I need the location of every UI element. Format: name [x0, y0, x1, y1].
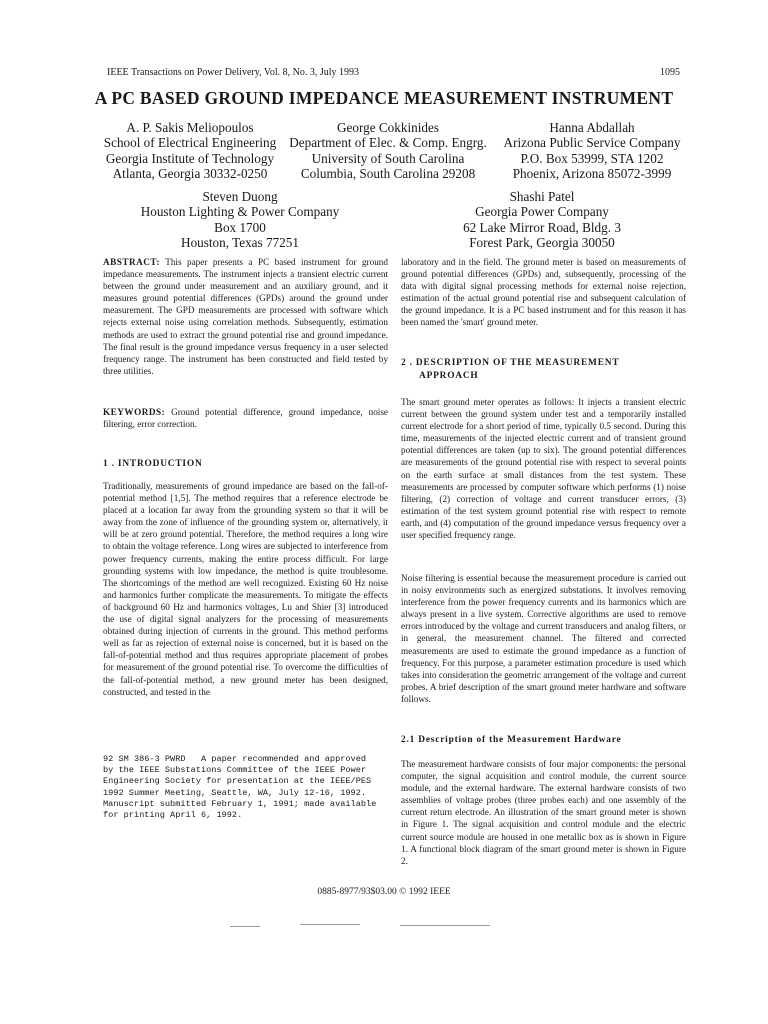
author-block-abdallah: [497, 120, 687, 182]
author-affiliation: Phoenix, Arizona 85072-3999: [512, 166, 672, 182]
section-2-heading: [401, 357, 686, 383]
author-affiliation: Columbia, South Carolina 29208: [300, 166, 476, 182]
author-affiliation: Houston, Texas 77251: [181, 235, 299, 251]
author-affiliation: Forest Park, Georgia 30050: [469, 235, 615, 251]
section-1-paragraph: Traditionally, measurements of ground impedance are based on the fall-of-potential method [1,5]. The method requires that a reference electrode be placed at a location far away from the grounding system so that it will be away from the zone of influence of the grounding system or, alternatively, it will be at zero ground potential. Therefore, the method requires a long wire to obtain the voltage reference. Long wires are subjected to interference from power frequency currents, making the entire process difficult. For large grounding systems with low impedance, the method is quite troublesome. The shortcomings of the method are well recognized. Existing 60 Hz noise and harmonics further complicate the measurements. To mitigate the effects of background 60 Hz and harmonics voltages, Lu and Shier [3] introduced the use of digital signal analyzers for the processing of measurements obtained during injection of currents in the ground. This method performs well as far as rejection of external noise is concerned, but it is based on the fall-of-potential method and thus requires appropriate placement of probes for measurement of the ground potential rise. To overcome the difficulties of the fall-of-potential method, a new ground meter has been designed, constructed, and tested in the: [103, 481, 388, 697]
author-name: George Cokkinides: [337, 120, 439, 135]
right-intro: [401, 256, 686, 329]
abstract-text: This paper presents a PC based instrument for ground impedance measurements. The instrument injects a transient electric current between the ground under measurement and an auxiliary ground, and it measures ground potential differences (GPDs) around the ground under measurement. The GPD measurements are processed with software which rejects external noise using correlation methods. Subsequently, estimation methods are used to extract the ground potential rise and ground impedance. The final result is the ground impedance versus frequency in a user selected frequency range. The instrument has been constructed and field tested by three utilities.: [103, 257, 388, 376]
section-2-1-heading: 2.1 Description of the Measurement Hardware: [401, 735, 622, 745]
author-affiliation: Georgia Power Company: [475, 204, 609, 220]
section-1-heading: 1 . INTRODUCTION: [103, 459, 203, 469]
author-name: Hanna Abdallah: [549, 120, 635, 135]
section-2-1-paragraph: The measurement hardware consists of four major components: the personal computer, the signal acquisition and control module, the current source module, and the external hardware. The external hardware consists of two assemblies of voltage probes (three probes each) and one assembly of the current return electrode. An illustration of the smart ground meter is shown in Figure 1. The signal acquisition and control module and the electric current source module are housed in one metallic box as is shown in Figure 1. A functional block diagram of the smart ground meter is shown in Figure 2.: [401, 759, 686, 866]
section-2-paragraph-2: Noise filtering is essential because the measurement procedure is carried out in noisy environments such as energized substations. It involves removing interference from the power frequency currents and its harmonics which are always present in a live system. Corrective algorithms are used to remove errors introduced by the voltage and current transducers and analog filters, or in general, the measurement channel. The filtered and corrected measurements are used to estimate the ground impedance as a function of frequency. For this purpose, a parameter estimation procedure is used which takes into consideration the geometric arrangement of the voltage and current probes. A brief description of the smart ground meter hardware and software follows.: [401, 573, 686, 704]
author-affiliation: P.O. Box 53999, STA 1202: [520, 150, 664, 166]
section-2-heading-line1: 2 . DESCRIPTION OF THE MEASUREMENT: [401, 358, 620, 368]
author-block-cokkinides: [288, 120, 488, 182]
abstract-label: ABSTRACT:: [103, 257, 160, 267]
author-affiliation: 62 Lake Mirror Road, Bldg. 3: [463, 219, 621, 235]
author-affiliation: Houston Lighting & Power Company: [140, 204, 340, 220]
footnote: 92 SM 386-3 PWRD A paper recommended and approved by the IEEE Substations Committee of the IEEE Power Engineering Society for presentation at the IEEE/PES 1992 Summer Meeting, Seattle, WA, July 12-16, 1992. Manuscript submitted February 1, 1991; made available for printing April 6, 1992.: [103, 754, 377, 821]
author-affiliation: Atlanta, Georgia 30332-0250: [112, 166, 268, 182]
journal-header: IEEE Transactions on Power Delivery, Vol. 8, No. 3, July 1993: [107, 67, 360, 78]
author-block-meliopoulos: [100, 120, 280, 182]
section-1-text: [103, 480, 388, 698]
section-2-paragraph-1: The smart ground meter operates as follows: It injects a transient electric current between the ground system under test and a temporarily installed current electrode for a short period of time, typically 0.5 second. During this time, measurements of the injected electric current and of transient ground potential differences are taken (up to six). The ground potential differences are measurements of the ground potential rise with respect to several points on the earth surface at small distances from the test system. These measurements are processed by computer software which performs (1) noise filtering, (2) correction of voltage and current transducer errors, (3) estimation of the test system ground potential rise with respect to remote earth, and (4) computation of the ground impedance versus frequency over a user specified frequency range.: [401, 397, 686, 541]
keywords: [103, 406, 388, 430]
section-2-para2: [401, 572, 686, 705]
author-affiliation: Arizona Public Service Company: [503, 135, 681, 151]
author-block-duong: [140, 189, 340, 251]
section-2-heading-line2: APPROACH: [419, 371, 479, 381]
section-2-1-text: [401, 758, 686, 867]
keywords-text: Ground potential difference, ground impedance, noise filtering, error correction.: [103, 407, 388, 430]
scan-mark: [400, 925, 490, 926]
author-affiliation: University of South Carolina: [311, 150, 465, 166]
author-block-patel: [452, 189, 632, 251]
abstract: [103, 256, 388, 377]
author-affiliation: Georgia Institute of Technology: [105, 150, 275, 166]
scan-mark: [230, 926, 260, 927]
author-name: Steven Duong: [202, 189, 278, 204]
section-2-para1: [401, 396, 686, 541]
keywords-label: KEYWORDS:: [103, 407, 166, 417]
author-affiliation: School of Electrical Engineering: [103, 135, 277, 151]
copyright-line: 0885-8977/93$03.00 © 1992 IEEE: [317, 887, 451, 897]
page-number: 1095: [660, 67, 680, 78]
right-intro-paragraph: laboratory and in the field. The ground meter is based on measurements of ground potential differences (GPDs) and, subsequently, processing of the data with digital signal processing methods for external noise rejection, estimation of the actual ground potential rise and subsequent calculation of the ground impedance. It is a PC based instrument and for this reason it has been named the 'smart' ground meter.: [401, 257, 686, 328]
author-name: Shashi Patel: [509, 189, 575, 204]
author-affiliation: Department of Elec. & Comp. Engrg.: [289, 135, 487, 151]
author-name: A. P. Sakis Meliopoulos: [126, 120, 254, 135]
scan-mark: [300, 924, 360, 925]
author-affiliation: Box 1700: [214, 219, 266, 235]
page-title: A PC BASED GROUND IMPEDANCE MEASUREMENT INSTRUMENT: [94, 88, 674, 108]
